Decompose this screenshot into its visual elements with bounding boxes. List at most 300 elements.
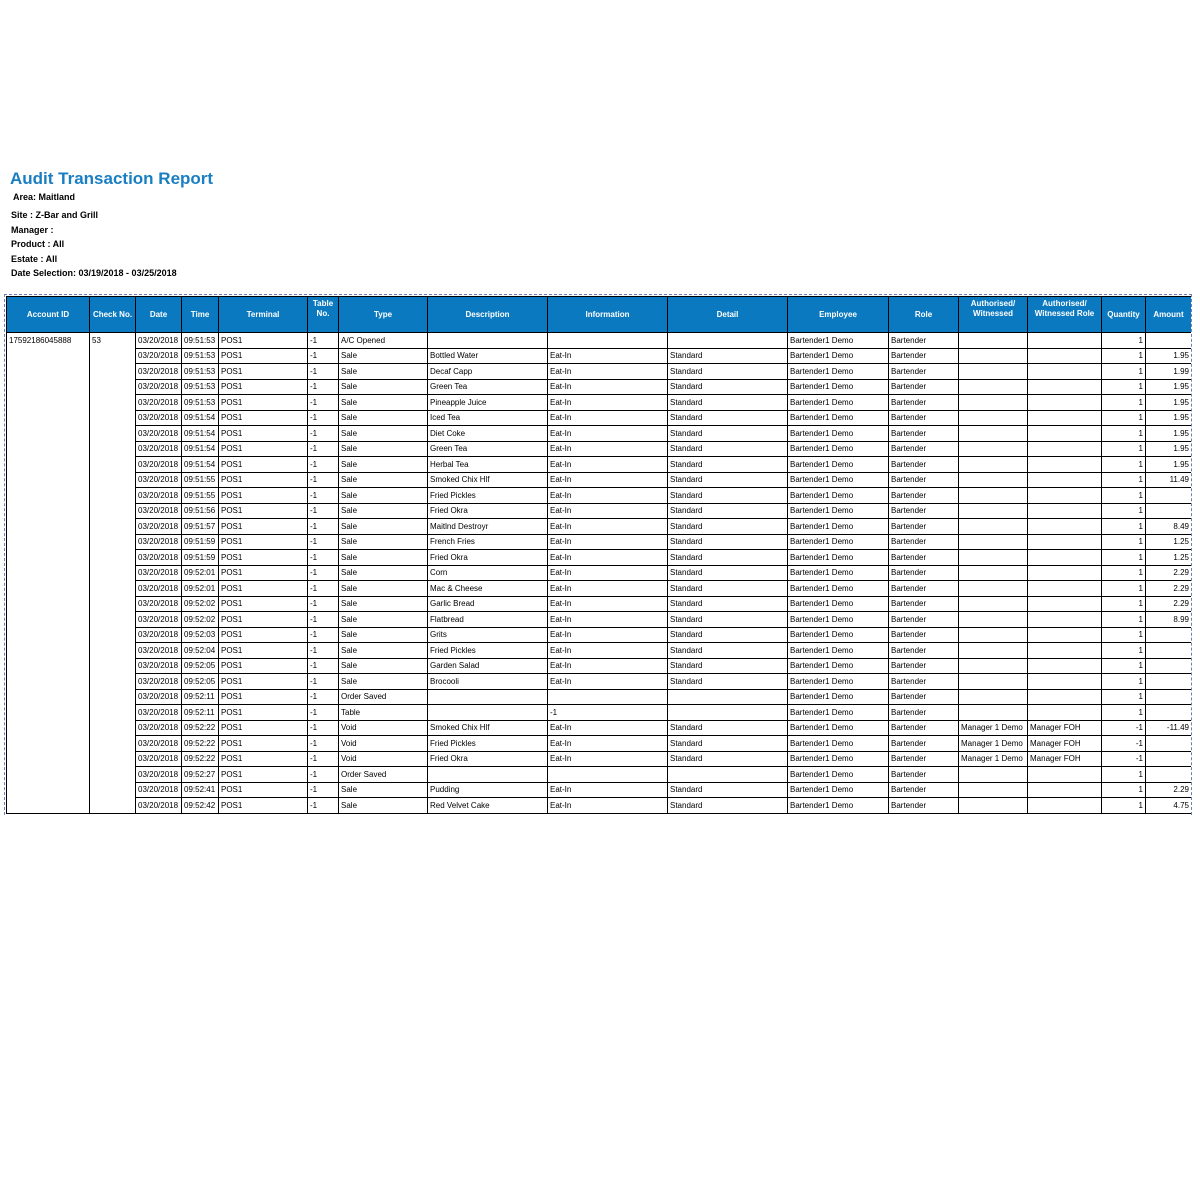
table-cell: 03/20/2018 <box>136 705 182 721</box>
table-cell: Sale <box>339 612 428 628</box>
table-cell: Bartender <box>889 798 959 814</box>
table-cell: Iced Tea <box>428 410 548 426</box>
table-cell: Standard <box>668 612 788 628</box>
table-cell <box>1028 565 1102 581</box>
table-cell: Bartender1 Demo <box>788 643 889 659</box>
table-cell: 2.29 <box>1146 565 1192 581</box>
column-header: Description <box>428 297 548 333</box>
table-cell: -1 <box>308 767 339 783</box>
table-cell: Eat-In <box>548 565 668 581</box>
table-cell <box>959 689 1028 705</box>
table-cell: Standard <box>668 720 788 736</box>
table-cell: Order Saved <box>339 689 428 705</box>
table-cell: Bartender <box>889 348 959 364</box>
table-cell: 09:51:54 <box>182 426 219 442</box>
table-cell: 1 <box>1102 581 1146 597</box>
table-row <box>7 736 1192 752</box>
table-row <box>7 674 1192 690</box>
table-row <box>7 550 1192 566</box>
table-cell: -1 <box>308 596 339 612</box>
table-cell: POS1 <box>219 426 308 442</box>
table-cell: Bartender <box>889 333 959 349</box>
table-cell: -1 <box>308 550 339 566</box>
table-cell <box>1028 364 1102 380</box>
table-cell: Eat-In <box>548 534 668 550</box>
table-cell: Standard <box>668 534 788 550</box>
table-cell: Sale <box>339 627 428 643</box>
table-cell: 09:52:22 <box>182 720 219 736</box>
table-cell: Bartender <box>889 581 959 597</box>
table-cell: 03/20/2018 <box>136 426 182 442</box>
product-label: Product : All <box>11 239 65 249</box>
table-cell: POS1 <box>219 333 308 349</box>
table-cell: 11.49 <box>1146 472 1192 488</box>
table-cell: -1 <box>308 333 339 349</box>
table-cell: -1 <box>308 441 339 457</box>
table-cell: POS1 <box>219 395 308 411</box>
table-cell: -1 <box>308 736 339 752</box>
table-cell: Sale <box>339 674 428 690</box>
table-cell: Fried Okra <box>428 503 548 519</box>
column-header: Detail <box>668 297 788 333</box>
table-cell: 09:51:53 <box>182 379 219 395</box>
table-row <box>7 333 1192 349</box>
table-cell: Sale <box>339 596 428 612</box>
table-cell: Bartender1 Demo <box>788 519 889 535</box>
table-cell: Bartender <box>889 627 959 643</box>
table-cell: A/C Opened <box>339 333 428 349</box>
table-cell: POS1 <box>219 736 308 752</box>
table-cell: Fried Pickles <box>428 736 548 752</box>
table-cell: Bartender <box>889 751 959 767</box>
table-cell: -1 <box>308 472 339 488</box>
table-cell: POS1 <box>219 705 308 721</box>
table-cell: POS1 <box>219 596 308 612</box>
table-cell: -1 <box>308 488 339 504</box>
table-cell <box>1028 503 1102 519</box>
table-cell: Bartender1 Demo <box>788 705 889 721</box>
table-cell <box>1028 658 1102 674</box>
table-cell: 2.29 <box>1146 581 1192 597</box>
table-cell: 03/20/2018 <box>136 782 182 798</box>
table-cell: 03/20/2018 <box>136 596 182 612</box>
table-cell: Standard <box>668 658 788 674</box>
table-cell: 03/20/2018 <box>136 395 182 411</box>
table-cell <box>959 426 1028 442</box>
column-header: Date <box>136 297 182 333</box>
table-cell <box>1146 658 1192 674</box>
table-cell: Bartender <box>889 457 959 473</box>
table-cell: 1.95 <box>1146 457 1192 473</box>
table-cell: Fried Okra <box>428 751 548 767</box>
table-cell: Standard <box>668 627 788 643</box>
table-cell: 03/20/2018 <box>136 767 182 783</box>
table-cell: Fried Okra <box>428 550 548 566</box>
table-cell: Eat-In <box>548 426 668 442</box>
table-cell <box>1028 767 1102 783</box>
table-cell: 1 <box>1102 348 1146 364</box>
table-cell: Bartender <box>889 488 959 504</box>
table-cell: 09:51:55 <box>182 472 219 488</box>
table-cell: 09:51:56 <box>182 503 219 519</box>
table-cell: POS1 <box>219 488 308 504</box>
table-cell: -1 <box>308 395 339 411</box>
table-cell: Bartender <box>889 643 959 659</box>
table-cell <box>1028 643 1102 659</box>
table-cell: Eat-In <box>548 643 668 659</box>
table-cell: Bartender1 Demo <box>788 736 889 752</box>
table-cell: Red Velvet Cake <box>428 798 548 814</box>
table-row <box>7 410 1192 426</box>
table-cell: Standard <box>668 364 788 380</box>
table-cell: Green Tea <box>428 379 548 395</box>
table-cell: Eat-In <box>548 736 668 752</box>
table-cell: POS1 <box>219 565 308 581</box>
table-row <box>7 751 1192 767</box>
table-cell: Standard <box>668 736 788 752</box>
table-cell <box>1028 782 1102 798</box>
table-cell: Smoked Chix Hlf <box>428 472 548 488</box>
table-cell: -1 <box>308 581 339 597</box>
table-cell <box>1146 488 1192 504</box>
table-row <box>7 581 1192 597</box>
column-header: Information <box>548 297 668 333</box>
table-row <box>7 488 1192 504</box>
table-cell: 03/20/2018 <box>136 410 182 426</box>
table-cell: Grits <box>428 627 548 643</box>
table-cell: 03/20/2018 <box>136 534 182 550</box>
table-cell <box>1028 379 1102 395</box>
table-cell: Standard <box>668 503 788 519</box>
table-cell <box>1028 550 1102 566</box>
table-cell: POS1 <box>219 364 308 380</box>
table-cell: 03/20/2018 <box>136 550 182 566</box>
column-header: Quantity <box>1102 297 1146 333</box>
table-cell: POS1 <box>219 674 308 690</box>
table-cell: 03/20/2018 <box>136 798 182 814</box>
table-cell: Eat-In <box>548 364 668 380</box>
table-cell: -1 <box>308 689 339 705</box>
table-cell: -1 <box>308 348 339 364</box>
table-cell <box>959 581 1028 597</box>
table-cell: 09:52:04 <box>182 643 219 659</box>
table-cell <box>959 550 1028 566</box>
table-cell <box>959 674 1028 690</box>
table-cell: 1 <box>1102 782 1146 798</box>
table-cell: 09:52:27 <box>182 767 219 783</box>
table-cell: Sale <box>339 643 428 659</box>
table-cell: 1.25 <box>1146 534 1192 550</box>
table-cell <box>959 364 1028 380</box>
table-row <box>7 627 1192 643</box>
table-cell: Bartender1 Demo <box>788 689 889 705</box>
table-cell: 03/20/2018 <box>136 379 182 395</box>
table-cell: 1 <box>1102 674 1146 690</box>
table-cell: Mac & Cheese <box>428 581 548 597</box>
table-cell: 09:51:54 <box>182 410 219 426</box>
table-cell: 1 <box>1102 472 1146 488</box>
table-cell: POS1 <box>219 767 308 783</box>
table-cell <box>1028 472 1102 488</box>
table-cell: Bartender <box>889 612 959 628</box>
table-cell: 09:52:41 <box>182 782 219 798</box>
table-cell: Bartender1 Demo <box>788 379 889 395</box>
table-cell <box>959 333 1028 349</box>
table-cell: 09:52:02 <box>182 596 219 612</box>
table-cell: Sale <box>339 410 428 426</box>
table-cell: 03/20/2018 <box>136 751 182 767</box>
table-cell: Void <box>339 736 428 752</box>
table-cell: 09:51:55 <box>182 488 219 504</box>
table-cell: Bartender <box>889 596 959 612</box>
table-cell: 03/20/2018 <box>136 627 182 643</box>
table-cell: Diet Coke <box>428 426 548 442</box>
table-cell: 1 <box>1102 426 1146 442</box>
table-row <box>7 426 1192 442</box>
table-cell: -1 <box>308 705 339 721</box>
table-cell <box>1028 798 1102 814</box>
table-cell <box>959 503 1028 519</box>
table-cell: Eat-In <box>548 658 668 674</box>
table-cell: 2.29 <box>1146 596 1192 612</box>
table-cell: Bartender1 Demo <box>788 534 889 550</box>
table-cell: Eat-In <box>548 519 668 535</box>
table-cell: 1 <box>1102 627 1146 643</box>
table-cell <box>1146 689 1192 705</box>
table-cell: Bartender <box>889 767 959 783</box>
table-cell: 09:52:11 <box>182 689 219 705</box>
table-cell: 09:52:22 <box>182 751 219 767</box>
table-cell: 03/20/2018 <box>136 472 182 488</box>
table-cell: 1 <box>1102 534 1146 550</box>
table-cell: Eat-In <box>548 798 668 814</box>
table-cell: Bartender1 Demo <box>788 441 889 457</box>
table-cell: Bartender1 Demo <box>788 333 889 349</box>
table-cell: 03/20/2018 <box>136 457 182 473</box>
table-cell: 1.99 <box>1146 364 1192 380</box>
column-header: Type <box>339 297 428 333</box>
table-cell: 09:52:01 <box>182 581 219 597</box>
table-cell: Bartender <box>889 782 959 798</box>
table-cell: Standard <box>668 441 788 457</box>
table-cell: -11.49 <box>1146 720 1192 736</box>
table-cell: 09:52:05 <box>182 674 219 690</box>
table-cell: -1 <box>1102 736 1146 752</box>
table-cell <box>1028 395 1102 411</box>
table-cell: POS1 <box>219 348 308 364</box>
table-cell <box>959 767 1028 783</box>
table-cell: Void <box>339 720 428 736</box>
table-cell <box>959 348 1028 364</box>
table-cell: Green Tea <box>428 441 548 457</box>
table-cell: 1 <box>1102 379 1146 395</box>
table-cell: POS1 <box>219 503 308 519</box>
table-cell: 1 <box>1102 596 1146 612</box>
table-cell: 03/20/2018 <box>136 565 182 581</box>
table-cell: Manager FOH <box>1028 736 1102 752</box>
table-cell: Sale <box>339 565 428 581</box>
table-cell: Bartender <box>889 379 959 395</box>
table-cell: 1 <box>1102 410 1146 426</box>
table-cell: 03/20/2018 <box>136 519 182 535</box>
table-cell: Bartender1 Demo <box>788 767 889 783</box>
table-cell: Bartender1 Demo <box>788 550 889 566</box>
table-cell: Eat-In <box>548 441 668 457</box>
table-cell: -1 <box>308 612 339 628</box>
table-cell: Manager 1 Demo <box>959 720 1028 736</box>
table-cell: Maitlnd Destroyr <box>428 519 548 535</box>
table-row <box>7 689 1192 705</box>
table-cell: Pudding <box>428 782 548 798</box>
table-cell: 1 <box>1102 550 1146 566</box>
table-cell <box>1028 457 1102 473</box>
table-cell: 09:51:54 <box>182 457 219 473</box>
table-cell: 09:51:59 <box>182 550 219 566</box>
table-header-row <box>7 297 1192 333</box>
table-cell: Sale <box>339 426 428 442</box>
table-cell <box>959 612 1028 628</box>
column-header: Amount <box>1146 297 1192 333</box>
table-cell: Bartender <box>889 395 959 411</box>
table-cell: Flatbread <box>428 612 548 628</box>
table-cell <box>1028 519 1102 535</box>
table-cell: Eat-In <box>548 581 668 597</box>
table-cell <box>548 767 668 783</box>
table-row <box>7 782 1192 798</box>
table-row <box>7 798 1192 814</box>
table-cell: POS1 <box>219 627 308 643</box>
table-cell: 1 <box>1102 767 1146 783</box>
column-header: Employee <box>788 297 889 333</box>
table-cell: 1.95 <box>1146 348 1192 364</box>
table-cell: Bartender1 Demo <box>788 612 889 628</box>
table-cell: Garlic Bread <box>428 596 548 612</box>
table-cell: Sale <box>339 503 428 519</box>
table-cell: 1 <box>1102 689 1146 705</box>
table-cell <box>959 643 1028 659</box>
table-cell <box>428 333 548 349</box>
table-cell: Standard <box>668 519 788 535</box>
table-cell: POS1 <box>219 751 308 767</box>
table-cell: 09:52:01 <box>182 565 219 581</box>
table-cell: Eat-In <box>548 612 668 628</box>
table-cell <box>959 534 1028 550</box>
manager-label: Manager : <box>11 225 54 235</box>
area-label: Area: Maitland <box>13 192 76 202</box>
table-cell: POS1 <box>219 379 308 395</box>
table-row <box>7 379 1192 395</box>
table-cell: -1 <box>308 457 339 473</box>
table-cell: 09:51:53 <box>182 333 219 349</box>
table-cell: POS1 <box>219 658 308 674</box>
table-cell: 1.25 <box>1146 550 1192 566</box>
table-cell: Corn <box>428 565 548 581</box>
table-cell <box>668 333 788 349</box>
table-row <box>7 457 1192 473</box>
table-cell: Sale <box>339 798 428 814</box>
table-cell: Bartender <box>889 736 959 752</box>
table-row <box>7 472 1192 488</box>
table-cell: 1.95 <box>1146 410 1192 426</box>
table-cell: 09:52:02 <box>182 612 219 628</box>
table-cell: 03/20/2018 <box>136 581 182 597</box>
table-cell: Sale <box>339 457 428 473</box>
table-cell: Bartender <box>889 519 959 535</box>
table-cell <box>959 705 1028 721</box>
table-cell: 1 <box>1102 333 1146 349</box>
table-cell: 1.95 <box>1146 395 1192 411</box>
table-cell <box>959 782 1028 798</box>
table-cell: Sale <box>339 472 428 488</box>
table-cell: Bottled Water <box>428 348 548 364</box>
table-row <box>7 364 1192 380</box>
table-cell <box>428 767 548 783</box>
table-cell: -1 <box>308 519 339 535</box>
table-cell <box>959 472 1028 488</box>
table-cell: 2.29 <box>1146 782 1192 798</box>
table-cell <box>959 457 1028 473</box>
table-cell: Standard <box>668 581 788 597</box>
table-cell: Eat-In <box>548 379 668 395</box>
table-cell: Order Saved <box>339 767 428 783</box>
table-cell: Eat-In <box>548 751 668 767</box>
table-cell <box>959 410 1028 426</box>
table-cell: Standard <box>668 395 788 411</box>
column-header: Terminal <box>219 297 308 333</box>
table-cell: 09:52:03 <box>182 627 219 643</box>
table-cell <box>668 705 788 721</box>
table-cell: Eat-In <box>548 782 668 798</box>
table-cell: 09:51:53 <box>182 348 219 364</box>
table-cell: 8.49 <box>1146 519 1192 535</box>
table-cell: -1 <box>548 705 668 721</box>
table-cell: 03/20/2018 <box>136 503 182 519</box>
table-cell: Bartender1 Demo <box>788 751 889 767</box>
table-cell: Eat-In <box>548 472 668 488</box>
table-row <box>7 596 1192 612</box>
table-cell: Sale <box>339 441 428 457</box>
table-cell: Bartender1 Demo <box>788 364 889 380</box>
table-cell: -1 <box>308 643 339 659</box>
table-cell: Bartender <box>889 426 959 442</box>
table-cell: Fried Pickles <box>428 488 548 504</box>
table-cell: -1 <box>308 751 339 767</box>
table-cell: Manager FOH <box>1028 751 1102 767</box>
table-cell: Bartender1 Demo <box>788 410 889 426</box>
table-cell: -1 <box>308 503 339 519</box>
date-selection-label: Date Selection: 03/19/2018 - 03/25/2018 <box>11 268 177 278</box>
table-cell: Table <box>339 705 428 721</box>
table-cell: Standard <box>668 410 788 426</box>
table-cell: Fried Pickles <box>428 643 548 659</box>
table-cell: -1 <box>308 426 339 442</box>
table-cell <box>1028 689 1102 705</box>
table-cell: Bartender1 Demo <box>788 798 889 814</box>
table-cell: POS1 <box>219 534 308 550</box>
table-cell: 1 <box>1102 364 1146 380</box>
table-row <box>7 348 1192 364</box>
table-row <box>7 565 1192 581</box>
table-cell <box>668 689 788 705</box>
table-cell <box>1028 612 1102 628</box>
table-cell: Eat-In <box>548 410 668 426</box>
table-row <box>7 519 1192 535</box>
column-header: Authorised/ Witnessed <box>959 297 1028 333</box>
table-row <box>7 658 1192 674</box>
table-cell: Bartender1 Demo <box>788 565 889 581</box>
table-cell: Eat-In <box>548 674 668 690</box>
table-cell: POS1 <box>219 643 308 659</box>
